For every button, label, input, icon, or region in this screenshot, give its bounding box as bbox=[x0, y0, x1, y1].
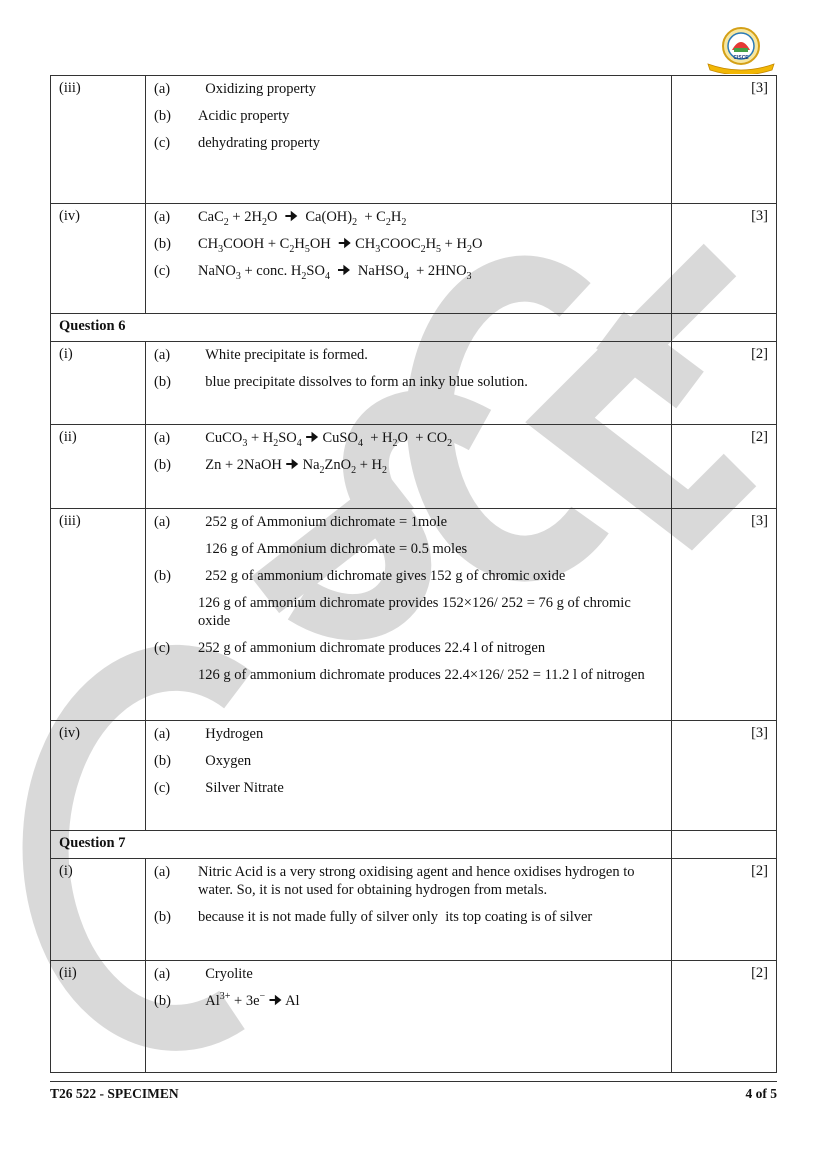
answer-item bbox=[154, 262, 663, 280]
item-text: $CH_3COOH + C_2H_5OH$ 🠊 $CH_3COOC_2H_5 + H_2O$ bbox=[198, 236, 483, 255]
marks-cell bbox=[672, 314, 777, 342]
answer-item bbox=[154, 80, 663, 98]
item-label: (b) bbox=[154, 993, 171, 1009]
item-text: $CaC_2 + 2H_2O$ 🠊 $Ca(OH)_2 + C_2H_2$ bbox=[198, 209, 407, 228]
answer-content bbox=[146, 961, 672, 1073]
item-text: 126 g of Ammonium dichromate = 0.5 moles bbox=[198, 541, 468, 557]
answer-item bbox=[154, 863, 663, 899]
part-number: (iii) bbox=[51, 76, 146, 204]
answer-row bbox=[51, 76, 777, 204]
item-text: blue precipitate dissolves to form an inky blue solution. bbox=[198, 374, 528, 390]
answer-item bbox=[154, 965, 663, 983]
answer-item bbox=[154, 456, 663, 474]
answer-content bbox=[146, 425, 672, 509]
part-number: (ii) bbox=[51, 425, 146, 509]
item-label: (c) bbox=[154, 135, 171, 151]
answer-content bbox=[146, 76, 672, 204]
part-number: (i) bbox=[51, 859, 146, 961]
answer-row bbox=[51, 961, 777, 1073]
item-text: $Al^{3+} + 3e^-$ 🠊 Al bbox=[198, 991, 300, 1009]
answer-item bbox=[154, 134, 663, 152]
item-text: dehydrating property bbox=[198, 135, 321, 151]
item-text: Acidic property bbox=[198, 108, 290, 124]
answer-item bbox=[154, 752, 663, 770]
item-label: (b) bbox=[154, 108, 171, 124]
question-title: Question 6 bbox=[51, 314, 672, 342]
marks-value: [2] bbox=[672, 342, 777, 425]
answer-item bbox=[154, 639, 663, 657]
answer-item bbox=[154, 666, 663, 684]
answer-item bbox=[154, 513, 663, 531]
answer-item bbox=[154, 567, 663, 585]
marks-value: [3] bbox=[672, 76, 777, 204]
item-label: (c) bbox=[154, 263, 171, 279]
item-label bbox=[154, 540, 198, 558]
footer-page-number: 4 of 5 bbox=[745, 1086, 777, 1101]
answer-item bbox=[154, 373, 663, 391]
answer-item bbox=[154, 725, 663, 743]
part-number: (ii) bbox=[51, 961, 146, 1073]
item-text: Zn + 2NaOH 🠊 $Na_2ZnO_2 + H_2$ bbox=[198, 457, 388, 476]
item-label: (a) bbox=[154, 966, 171, 982]
item-text: NaNO$_3$ + conc. $H_2SO_4$ 🠊 NaHSO$_4$ + $2HNO_3$ bbox=[198, 263, 472, 282]
marks-value: [2] bbox=[672, 859, 777, 961]
question-title: Question 7 bbox=[51, 831, 672, 859]
part-number: (iii) bbox=[51, 509, 146, 721]
item-label: (a) bbox=[154, 726, 171, 742]
item-text: 126 g of ammonium dichromate provides 152×126/ 252 = 76 g of chromic oxide bbox=[198, 595, 631, 629]
question-header-row bbox=[51, 314, 777, 342]
item-label bbox=[154, 594, 198, 630]
answer-item bbox=[154, 235, 663, 253]
item-label: (a) bbox=[154, 209, 171, 225]
answer-item bbox=[154, 992, 663, 1010]
item-text: 252 g of Ammonium dichromate = 1mole bbox=[198, 514, 448, 530]
answer-item bbox=[154, 779, 663, 797]
answer-item bbox=[154, 346, 663, 364]
answer-content bbox=[146, 342, 672, 425]
footer-divider bbox=[50, 1081, 777, 1082]
item-text: Silver Nitrate bbox=[198, 780, 284, 796]
item-text: because it is not made fully of silver only its top coating is of silver bbox=[198, 909, 593, 925]
item-label: (a) bbox=[154, 514, 171, 530]
item-label: (b) bbox=[154, 457, 171, 473]
answer-content bbox=[146, 859, 672, 961]
item-label: (a) bbox=[154, 81, 171, 97]
answer-item bbox=[154, 594, 663, 630]
marks-value: [3] bbox=[672, 204, 777, 314]
item-text: Hydrogen bbox=[198, 726, 264, 742]
answer-item bbox=[154, 908, 663, 926]
item-label: (c) bbox=[154, 780, 171, 796]
answer-content bbox=[146, 509, 672, 721]
item-label: (b) bbox=[154, 909, 171, 925]
answer-row bbox=[51, 204, 777, 314]
answer-item bbox=[154, 429, 663, 447]
marks-value: [3] bbox=[672, 509, 777, 721]
answer-row bbox=[51, 425, 777, 509]
marks-value: [2] bbox=[672, 425, 777, 509]
item-text: CuCO$_3$ + $H_2SO_4$ 🠊 CuSO$_4$ + $H_2O + CO_2$ bbox=[198, 430, 453, 449]
part-number: (iv) bbox=[51, 721, 146, 831]
item-text: Oxygen bbox=[198, 753, 252, 769]
marks-value: [3] bbox=[672, 721, 777, 831]
part-number: (iv) bbox=[51, 204, 146, 314]
answer-row bbox=[51, 721, 777, 831]
logo-text: CISCE bbox=[733, 55, 749, 61]
item-label: (b) bbox=[154, 568, 171, 584]
marks-value: [2] bbox=[672, 961, 777, 1073]
answer-table bbox=[50, 75, 777, 1073]
item-text: Cryolite bbox=[198, 966, 253, 982]
part-number: (i) bbox=[51, 342, 146, 425]
answer-item bbox=[154, 208, 663, 226]
answer-content bbox=[146, 721, 672, 831]
footer-paper-code: T26 522 - SPECIMEN bbox=[50, 1086, 179, 1101]
item-text: Nitric Acid is a very strong oxidising agent and hence oxidises hydrogen to water. So, it is not used for obtaining hydrogen from metals. bbox=[198, 864, 635, 898]
item-label bbox=[154, 666, 198, 684]
answer-content bbox=[146, 204, 672, 314]
item-label: (a) bbox=[154, 864, 171, 880]
item-text: 252 g of ammonium dichromate produces 22.4 l of nitrogen bbox=[198, 640, 546, 656]
answer-item bbox=[154, 540, 663, 558]
item-label: (a) bbox=[154, 347, 171, 363]
cisce-logo bbox=[704, 24, 778, 74]
item-label: (c) bbox=[154, 640, 171, 656]
answer-row bbox=[51, 342, 777, 425]
item-label: (b) bbox=[154, 236, 171, 252]
item-text: 126 g of ammonium dichromate produces 22.4×126/ 252 = 11.2 l of nitrogen bbox=[198, 667, 645, 683]
answer-row bbox=[51, 859, 777, 961]
item-text: White precipitate is formed. bbox=[198, 347, 368, 363]
question-header-row bbox=[51, 831, 777, 859]
item-label: (a) bbox=[154, 430, 171, 446]
item-text: 252 g of ammonium dichromate gives 152 g of chromic oxide bbox=[198, 568, 566, 584]
marks-cell bbox=[672, 831, 777, 859]
item-label: (b) bbox=[154, 374, 171, 390]
answer-item bbox=[154, 107, 663, 125]
answer-row bbox=[51, 509, 777, 721]
item-text: Oxidizing property bbox=[198, 81, 316, 97]
item-label: (b) bbox=[154, 753, 171, 769]
